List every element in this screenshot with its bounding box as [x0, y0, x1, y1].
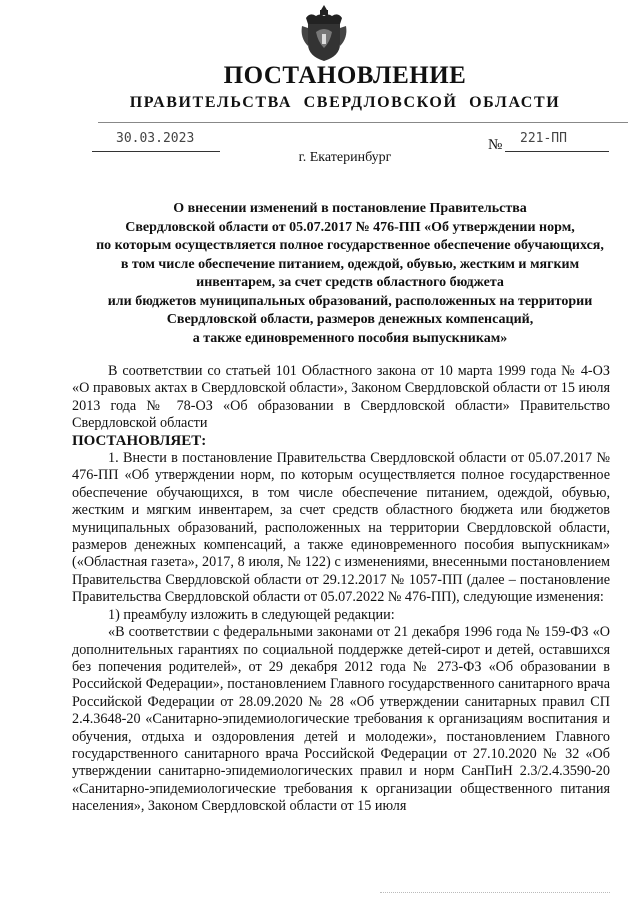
decree-word: ПОСТАНОВЛЯЕТ:	[72, 432, 207, 449]
quoted-preamble-paragraph: «В соответствии с федеральными законами от 21 декабря 1996 года № 159-ФЗ «О дополнительных гарантиях по социальной поддержке детей-сирот и детей, оставшихся без попечения родителей», от 29 декабря 2012 года № 273-ФЗ «Об образовании в Российской Федерации», постановлением Главного государственного санитарного врача Российской Федерации от 28.09.2020 № 28 «Об утверждении санитарных правил СП 2.4.3648-20 «Санитарно-эпидемиологические требования к организациям воспитания и обучения, отдыха и оздоровления детей и молодежи», постановлением Главного государственного санитарного врача Российской Федерации от 27.10.2020 № 32 «Об утверждении санитарно-эпидемиологических правил и норм СанПиН 2.3/2.4.3590-20 «Санитарно-эпидемиологические требования к организации общественного питания населения», Законом Свердловской области от 15 июля	[72, 624, 610, 815]
document-date: 30.03.2023	[116, 131, 195, 146]
number-sign: №	[488, 137, 503, 153]
coat-of-arms-icon	[300, 4, 348, 62]
item-1-paragraph: 1. Внести в постановление Правительства Свердловской области от 05.07.2017 № 476-ПП «Об утверждении норм, по которым осуществляется полное государственное обеспечение обучающихся, в том числе обеспечение питанием, одеждой, обувью, жестким и мягким инвентарем, за счет средств областного бюджета или бюджетов муниципальных образований, расположенных на территории Свердловской области, размеров денежных компенсаций, а также единовременного пособия выпускникам» («Областная газета», 2017, 8 июля, № 122) с изменениями, внесенными постановлением Правительства Свердловской области от 29.12.2017 № 1057-ПП (далее – постановление Правительства Свердловской области от 05.07.2022 № 476-ПП), следующие изменения:	[72, 450, 610, 606]
heading-line: Свердловской области, размеров денежных компенсаций,	[166, 312, 534, 327]
heading-line: или бюджетов муниципальных образований, расположенных на территории	[107, 293, 593, 309]
document-body	[72, 363, 610, 816]
heading-line: инвентарем, за счет средств областного бюджета	[196, 275, 504, 290]
document-title: ПОСТАНОВЛЕНИЕ	[223, 62, 467, 89]
document-subtitle: ПРАВИТЕЛЬСТВА СВЕРДЛОВСКОЙ ОБЛАСТИ	[129, 94, 561, 111]
heading-line: по которым осуществляется полное государственное обеспечение обучающихся,	[96, 238, 604, 253]
item-1-1-paragraph: 1) преамбулу изложить в следующей редакции:	[108, 606, 395, 623]
document-heading	[60, 200, 640, 348]
heading-line: а также единовременного пособия выпускникам»	[192, 330, 508, 346]
document-number: 221-ПП	[520, 131, 567, 146]
preamble-paragraph: В соответствии со статьей 101 Областного закона от 10 марта 1999 года № 4-ОЗ «О правовых актах в Свердловской области», Законом Свердловской области от 15 июля 2013 года № 78-ОЗ «Об образовании в Свердловской области» Правительство Свердловской области	[72, 363, 610, 432]
heading-line: Свердловской области от 05.07.2017 № 476-ПП «Об утверждении норм,	[125, 219, 575, 235]
heading-line: О внесении изменений в постановление Правительства	[173, 201, 527, 216]
document-city: г. Екатеринбург	[298, 150, 392, 165]
heading-line: в том числе обеспечение питанием, одеждой, обувью, жестким и мягким	[120, 256, 580, 272]
page-footer-dots	[380, 884, 610, 893]
header-divider	[98, 122, 628, 123]
